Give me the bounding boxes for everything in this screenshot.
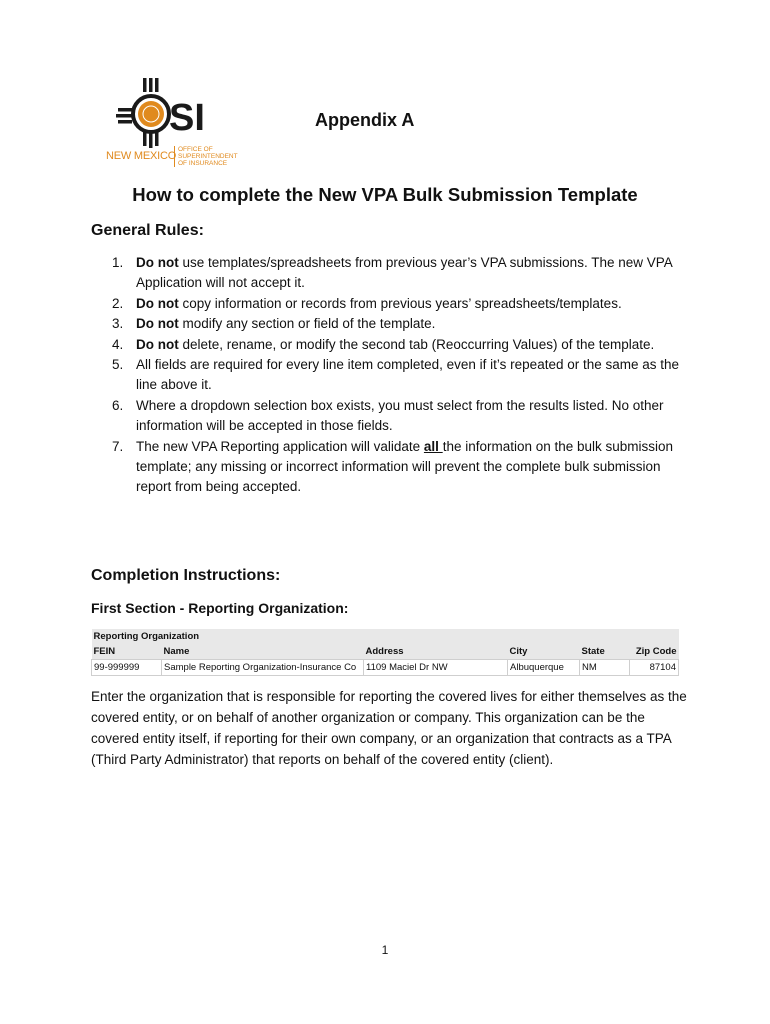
header-state: State	[580, 644, 630, 660]
rule-emphasis: all	[423, 438, 443, 454]
rule-text: delete, rename, or modify the second tab (Reoccurring Values) of the template.	[178, 336, 655, 352]
header-address: Address	[364, 644, 508, 660]
rule-emphasis: Do not	[136, 336, 179, 352]
cell-address: 1109 Maciel Dr NW	[364, 660, 508, 676]
rule-number: 2.	[112, 295, 124, 311]
rule-item-4	[91, 335, 691, 355]
completion-paragraph: Enter the organization that is responsible for reporting the covered lives for either themselves as the covered entity, or on behalf of another organization or company. This organization can be the covered entity itself, if reporting for their own company, or an organization that contracts as a TPA (Third Party Administrator) that reports on behalf of the covered entity (client).	[91, 689, 687, 767]
first-section-heading: First Section - Reporting Organization:	[91, 600, 349, 616]
page-title: How to complete the New VPA Bulk Submission Template	[132, 184, 638, 205]
rule-item-2	[91, 294, 691, 314]
rule-number: 6.	[112, 397, 124, 413]
rule-number: 7.	[112, 438, 124, 454]
header-zip: Zip Code	[630, 644, 679, 660]
rule-item-6	[91, 396, 691, 437]
header-name: Name	[162, 644, 364, 660]
reporting-organization-table	[91, 629, 679, 676]
rule-text: modify any section or field of the template.	[178, 316, 436, 332]
rule-item-7	[91, 437, 691, 498]
cell-zip: 87104	[630, 660, 679, 676]
rule-item-3	[91, 314, 691, 334]
appendix-label: Appendix A	[315, 110, 415, 130]
cell-name: Sample Reporting Organization-Insurance Co	[162, 660, 364, 676]
osi-wordmark: SI	[169, 97, 205, 139]
rule-emphasis: Do not	[136, 255, 179, 270]
page-number: 1	[381, 943, 389, 957]
table-caption: Reporting Organization	[92, 629, 679, 644]
rule-text-lead: The new VPA Reporting application will validate	[136, 438, 424, 454]
rule-text: the information on the bulk submission template; any missing or incorrect information will prevent the complete bulk submission report from being accepted.	[136, 438, 674, 495]
rules-list	[91, 253, 691, 498]
logo-office-name: OFFICE OF SUPERINTENDENT OF INSURANCE	[174, 146, 238, 167]
table-row	[92, 660, 679, 676]
cell-city: Albuquerque	[508, 660, 580, 676]
rule-text: use templates/spreadsheets from previous year’s VPA submissions. The new VPA Application will not accept it.	[136, 255, 672, 291]
cell-fein: 99-999999	[92, 660, 162, 676]
logo-state-name: NEW MEXICO	[106, 150, 177, 162]
header-fein: FEIN	[92, 644, 162, 660]
rule-emphasis: Do not	[136, 316, 179, 332]
rule-number: 3.	[112, 316, 124, 332]
rule-item-1	[91, 253, 691, 294]
header-city: City	[508, 644, 580, 660]
rule-item-5	[91, 355, 691, 396]
cell-state: NM	[580, 660, 630, 676]
rule-text: Where a dropdown selection box exists, you must select from the results listed. No other information will be accepted in those fields.	[136, 397, 664, 434]
rule-number: 1.	[112, 255, 124, 270]
rule-number: 4.	[112, 336, 124, 352]
zia-sun-seal-icon	[104, 78, 230, 148]
osi-logo	[104, 78, 238, 174]
rule-number: 5.	[112, 357, 124, 373]
rule-text: All fields are required for every line item completed, even if it’s repeated or the same as the line above it.	[136, 357, 680, 393]
completion-heading: Completion Instructions:	[91, 567, 281, 584]
rule-emphasis: Do not	[136, 295, 179, 311]
general-rules-heading: General Rules:	[91, 222, 204, 239]
rule-text: copy information or records from previous years’ spreadsheets/templates.	[178, 295, 622, 311]
